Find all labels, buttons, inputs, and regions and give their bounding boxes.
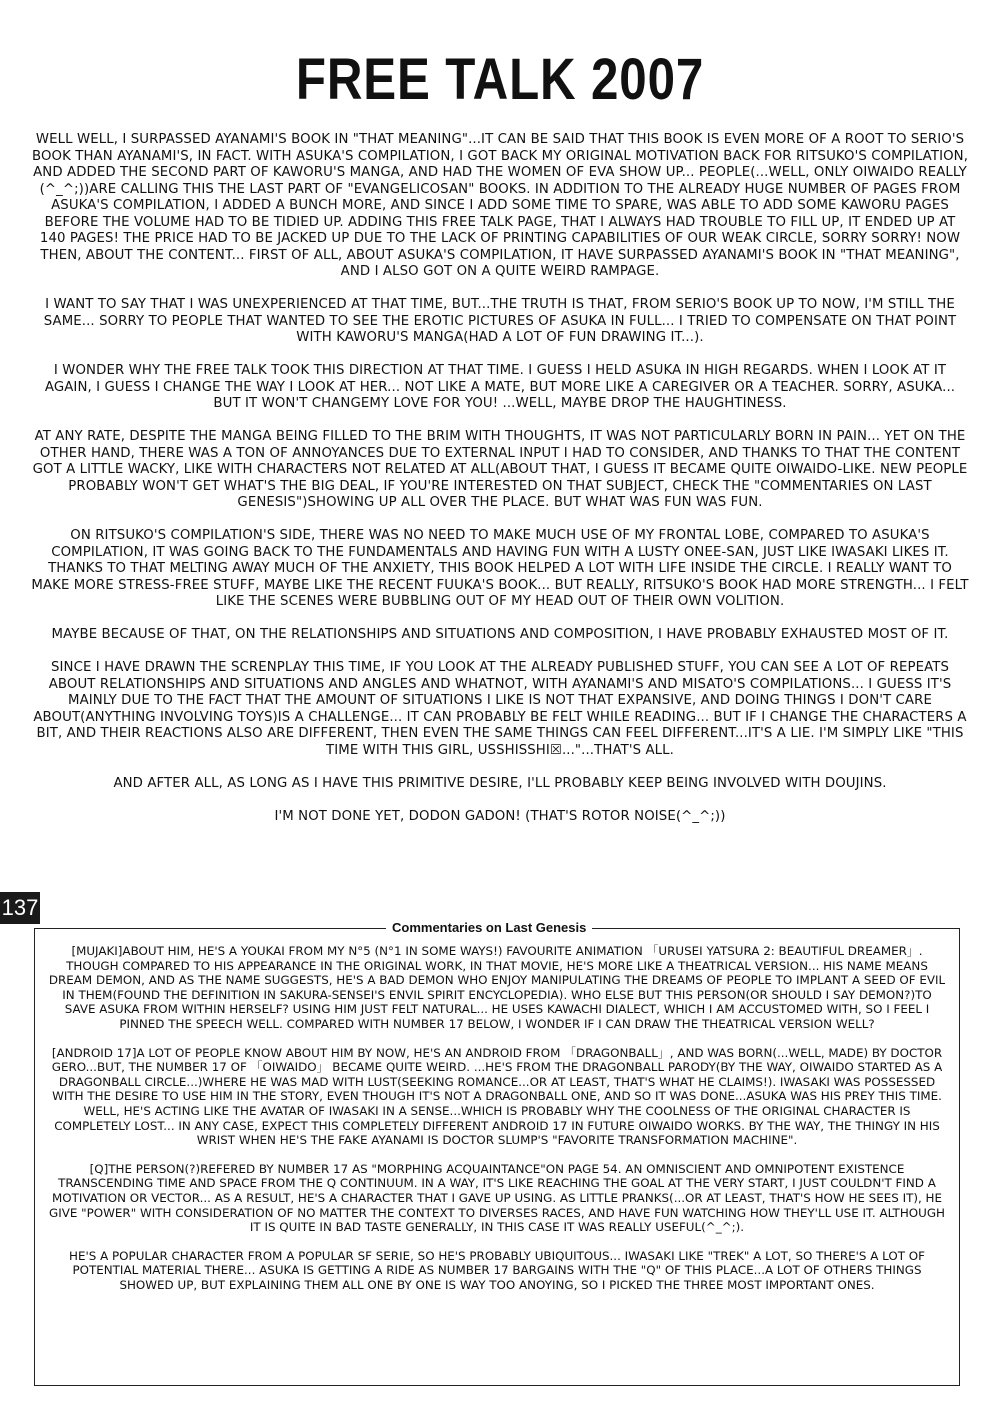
- paragraph: MAYBE BECAUSE OF THAT, ON THE RELATIONSHIPS AND SITUATIONS AND COMPOSITION, I HAVE PROBABLY EXHAUSTED MOST OF IT.: [51, 627, 949, 642]
- paragraph: I WONDER WHY THE FREE TALK TOOK THIS DIRECTION AT THAT TIME. I GUESS I HELD ASUKA IN HIGH REGARDS. WHEN I LOOK AT IT AGAIN, I GUESS I CHANGE THE WAY I LOOK AT HER... NOT LIKE A MATE, BUT MORE LIKE A CAREGIVER OR A TEACHER. SORRY, ASUKA... BUT IT WON'T CHANGEMY LOVE FOR YOU! ...WELL, MAYBE DROP THE HAUGHTINESS.: [44, 363, 956, 411]
- commentary-entry: [ANDROID 17]A LOT OF PEOPLE KNOW ABOUT HIM BY NOW, HE'S AN ANDROID FROM 「DRAGONBALL」, AND WAS BORN(...WELL, MADE) BY DOCTOR GERO...BUT, THE NUMBER 17 OF 「OIWAIDO」 BECAME QUITE WEIRD. ...HE'S FROM THE DRAGONBALL PARODY(BY THE WAY, OIWAIDO STARTED AS A DRAGONBALL CIRCLE...)WHERE HE WAS MAD WITH LUST(SEEKING ROMANCE...OR AT LEAST, THAT'S WHAT HE CLAIMS!). IWASAKI WAS POSSESSED WITH THE DESIRE TO USE HIM IN THE STORY, EVEN THOUGH IT'S NOT A DRAGONBALL ONE, AND SO IT WAS DONE...ASUKA WAS HIS PREY THIS TIME. WELL, HE'S ACTING LIKE THE AVATAR OF IWASAKI IN A SENSE...WHICH IS PROBABLY WHY THE COOLNESS OF THE ORIGINAL CHARACTER IS COMPLETELY LOST... IN ANY CASE, EXPECT THIS COMPLETELY DIFFERENT ANDROID 17 IN FUTURE OIWAIDO WORKS. BY THE WAY, THE THINGY IN HIS WRIST WHEN HE'S THE FAKE AYANAMI IS DOCTOR SLUMP'S "FAVORITE TRANSFORMATION MACHINE".: [51, 1045, 943, 1148]
- paragraph: WELL WELL, I SURPASSED AYANAMI'S BOOK IN "THAT MEANING"...IT CAN BE SAID THAT THIS BOOK IS EVEN MORE OF A ROOT TO SERIO'S BOOK THAN AYANAMI'S, IN FACT. WITH ASUKA'S COMPILATION, I GOT BACK MY ORIGINAL MOTIVATION BACK FOR RITSUKO'S COMPILATION, AND ADDED THE SECOND PART OF KAWORU'S MANGA, AND HAD THE WOMEN OF EVA SHOW UP... PEOPLE(...WELL, ONLY OIWAIDO REALLY (^_^;))ARE CALLING THIS THE LAST PART OF "EVANGELICOSAN" BOOKS. IN ADDITION TO THE ALREADY HUGE NUMBER OF PAGES FROM ASUKA'S COMPILATION, I ADDED A BUNCH MORE, AND SINCE I ADD SOME TIME TO SPARE, WAS ABLE TO ADD SOME KAWORU PAGES BEFORE THE VOLUME HAD TO BE TIDIED UP. ADDING THIS FREE TALK PAGE, THAT I ALWAYS HAD TROUBLE TO FILL UP, IT ENDED UP AT 140 PAGES! THE PRICE HAD TO BE JACKED UP DUE TO THE LACK OF PRINTING CAPABILITIES OF OUR WEAK CIRCLE, SORRY SORRY! NOW THEN, ABOUT THE CONTENT... FIRST OF ALL, ABOUT ASUKA'S COMPILATION, IT HAVE SURPASSED AYANAMI'S BOOK IN "THAT MEANING", AND I ALSO GOT ON A QUITE WEIRD RAMPAGE.: [31, 132, 969, 279]
- page-title: FREE TALK 2007: [295, 47, 705, 112]
- commentary-entry: [MUJAKI]ABOUT HIM, HE'S A YOUKAI FROM MY N°5 (N°1 IN SOME WAYS!) FAVOURITE ANIMATION 「URUSEI YATSURA 2: BEAUTIFUL DREAMER」. THOUGH COMPARED TO HIS APPEARANCE IN THE ORIGINAL WORK, IN THAT MOVIE, HE'S MORE LIKE A THEATRICAL VERSION... HIS NAME MEANS DREAM DEMON, AND AS THE NAME SUGGESTS, HE'S A BAD DEMON WHO ENJOY MANIPULATING THE DREAMS OF PEOPLE TO IMPLANT A SEED OF EVIL IN THEM(FOUND THE DEFINITION IN SAKURA-SENSEI'S ENVIL SPIRIT ENCYCLOPEDIA). WHO ELSE BUT THIS PERSON(OR SHOULD I SAY DEMON?)TO SAVE ASUKA FROM WITHIN HERSELF? USING HIM JUST FELT NATURAL... HE USES KAWACHI DIALECT, WHICH I AM ACCUSTOMED WITH, SO I FEEL I PINNED THE SPEECH WELL. COMPARED WITH NUMBER 17 BELOW, I WONDER IF I CAN DRAW THE THEATRICAL VERSION WELL?: [48, 944, 946, 1031]
- paragraph: SINCE I HAVE DRAWN THE SCRENPLAY THIS TIME, IF YOU LOOK AT THE ALREADY PUBLISHED STUFF, YOU CAN SEE A LOT OF REPEATS ABOUT RELATIONSHIPS AND SITUATIONS AND ANGLES AND WHATNOT, WITH AYANAMI'S AND MISATO'S COMPILATIONS... I GUESS IT'S MAINLY DUE TO THE FACT THAT THE AMOUNT OF SITUATIONS I LIKE IS NOT THAT EXPANSIVE, AND DOING THINGS I DON'T CARE ABOUT(ANYTHING INVOLVING TOYS)IS A CHALLENGE... IT CAN PROBABLY BE FELT WHILE READING... BUT IF I CHANGE THE CHARACTERS A BIT, AND THEIR REACTIONS ALSO ARE DIFFERENT, THEN EVEN THE SAME THINGS CAN FEEL DIFFERENT...IT'S A LIE. I'M SIMPLY LIKE "THIS TIME WITH THIS GIRL, USSHISSHI☒..."...THAT'S ALL.: [33, 660, 967, 758]
- page-number: 137: [0, 892, 40, 924]
- free-talk-body: [30, 132, 970, 842]
- paragraph: AT ANY RATE, DESPITE THE MANGA BEING FILLED TO THE BRIM WITH THOUGHTS, IT WAS NOT PARTICULARLY BORN IN PAIN... YET ON THE OTHER HAND, THERE WAS A TON OF ANNOYANCES DUE TO EXTERNAL INPUT I HAD TO CONSIDER, AND THANKS TO THAT THE CONTENT GOT A LITTLE WACKY, LIKE WITH CHARACTERS NOT RELATED AT ALL(ABOUT THAT, I GUESS IT BECAME QUITE OIWAIDO-LIKE. NEW PEOPLE PROBABLY WON'T GET WHAT'S THE BIG DEAL, IF YOU'RE INTERESTED ON THAT SUBJECT, CHECK THE "COMMENTARIES ON LAST GENESIS")SHOWING UP ALL OVER THE PLACE. BUT WHAT WAS FUN WAS FUN.: [32, 429, 968, 510]
- commentary-heading: Commentaries on Last Genesis: [386, 920, 592, 936]
- commentary-entry: HE'S A POPULAR CHARACTER FROM A POPULAR SF SERIE, SO HE'S PROBABLY UBIQUITOUS... IWASAKI LIKE "TREK" A LOT, SO THERE'S A LOT OF POTENTIAL MATERIAL THERE... ASUKA IS GETTING A RIDE AS NUMBER 17 BARGAINS WITH THE "Q" OF THIS PLACE...A LOT OF OTHERS THINGS SHOWED UP, BUT EXPLAINING THEM ALL ONE BY ONE IS WAY TOO ANOYING, SO I PICKED THE THREE MOST IMPORTANT ONES.: [69, 1248, 925, 1292]
- paragraph: I WANT TO SAY THAT I WAS UNEXPERIENCED AT THAT TIME, BUT...THE TRUTH IS THAT, FROM SERIO'S BOOK UP TO NOW, I'M STILL THE SAME... SORRY TO PEOPLE THAT WANTED TO SEE THE EROTIC PICTURES OF ASUKA IN FULL... I TRIED TO COMPENSATE ON THAT POINT WITH KAWORU'S MANGA(HAD A LOT OF FUN DRAWING IT...).: [43, 297, 957, 345]
- paragraph: ON RITSUKO'S COMPILATION'S SIDE, THERE WAS NO NEED TO MAKE MUCH USE OF MY FRONTAL LOBE, COMPARED TO ASUKA'S COMPILATION, IT WAS GOING BACK TO THE FUNDAMENTALS AND HAVING FUN WITH A LUSTY ONEE-SAN, JUST LIKE IWASAKI LIKES IT. THANKS TO THAT MELTING AWAY MUCH OF THE ANXIETY, THIS BOOK HELPED A LOT WITH LIFE INSIDE THE CIRCLE. I REALLY WANT TO MAKE MORE STRESS-FREE STUFF, MAYBE LIKE THE RECENT FUUKA'S BOOK... BUT REALLY, RITSUKO'S BOOK HAD MORE STRENGTH... I FELT LIKE THE SCENES WERE BUBBLING OUT OF MY HEAD OUT OF THEIR OWN VOLITION.: [31, 528, 969, 609]
- paragraph: AND AFTER ALL, AS LONG AS I HAVE THIS PRIMITIVE DESIRE, I'LL PROBABLY KEEP BEING INVOLVED WITH DOUJINS.: [113, 775, 887, 791]
- commentary-entry: [Q]THE PERSON(?)REFERED BY NUMBER 17 AS "MORPHING ACQUAINTANCE"ON PAGE 54. AN OMNISCIENT AND OMNIPOTENT EXISTENCE TRANSCENDING TIME AND SPACE FROM THE Q CONTINUUM. IN A WAY, IT'S LIKE REACHING THE GOAL AT THE VERY START, I JUST COULDN'T FIND A MOTIVATION OR VECTOR... AS A RESULT, HE'S A CHARACTER THAT I GAVE UP USING. AS LITTLE PRANKS(...OR AT LEAST, THAT'S HOW HE SEES IT), HE GIVE "POWER" WITH CONSIDERATION OF NO MATTER THE CONTEXT TO DIVERSES RACES, AND HAVE FUN WATCHING HOW THEY'LL USE IT. ALTHOUGH IT IS QUITE IN BAD TASTE GENERALLY, IN THIS CASE IT WAS REALLY USEFUL(^_^;).: [49, 1161, 945, 1235]
- paragraph: I'M NOT DONE YET, DODON GADON! (THAT'S ROTOR NOISE(^_^;)): [274, 808, 726, 824]
- commentary-body: [46, 944, 948, 1306]
